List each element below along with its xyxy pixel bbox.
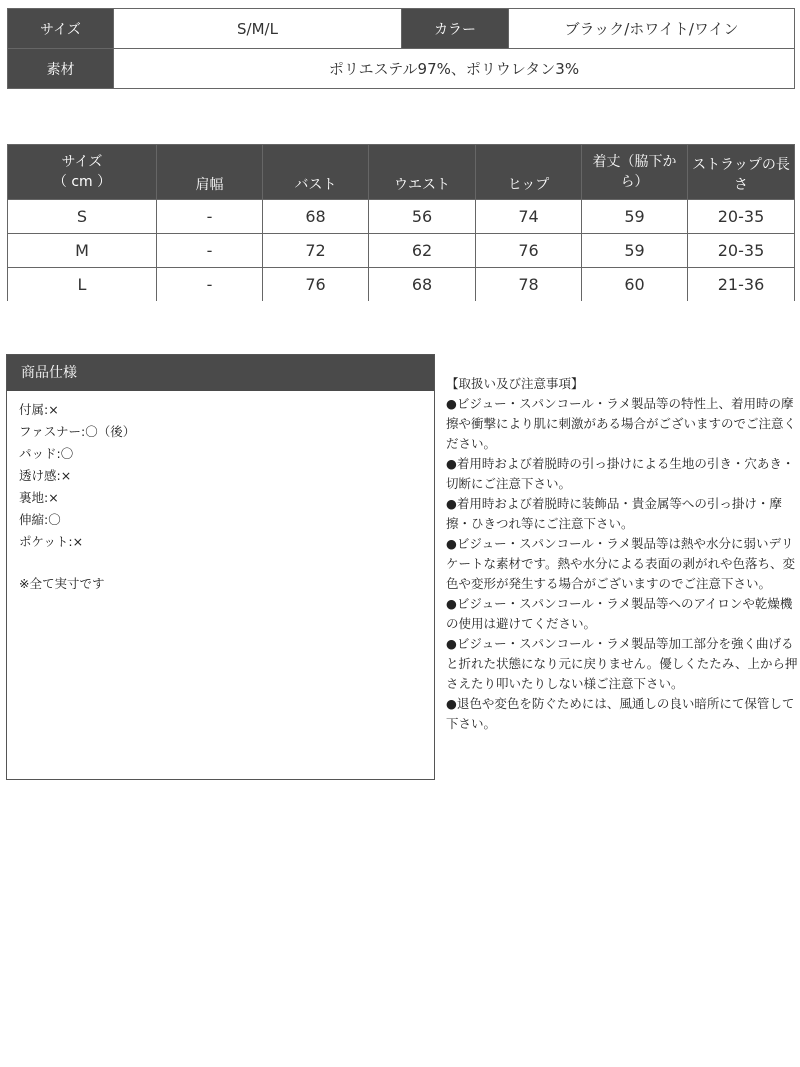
color-label: カラー: [402, 9, 509, 49]
header-waist: ウエスト: [369, 145, 476, 200]
strap-cell: 20-35: [688, 234, 795, 268]
size-table: [7, 144, 795, 301]
length-cell: 59: [582, 200, 688, 234]
header-size: [8, 145, 157, 200]
spec-item: 裏地:×: [19, 490, 59, 505]
waist-cell: 62: [369, 234, 476, 268]
header-strap: ストラップの長さ: [688, 145, 795, 200]
spec-item: ファスナー:〇（後）: [19, 424, 136, 439]
product-spec-title: 商品仕様: [7, 355, 434, 391]
header-length-line2: ら）: [620, 174, 649, 190]
notice-paragraph: ●退色や変色を防ぐためには、風通しの良い暗所にて保管して下さい。: [446, 696, 795, 731]
bust-cell: 68: [263, 200, 369, 234]
waist-cell: 56: [369, 200, 476, 234]
header-length: [582, 145, 688, 200]
notice-paragraph: ●着用時および着脱時に装飾品・貴金属等への引っ掛け・摩擦・ひきつれ等にご注意下さい。: [446, 496, 782, 531]
header-size-line1: サイズ: [61, 154, 103, 170]
header-shoulder: 肩幅: [157, 145, 263, 200]
strap-cell: 20-35: [688, 200, 795, 234]
header-length-line1: 着丈（脇下か: [592, 154, 677, 170]
hip-cell: 78: [476, 268, 582, 302]
spec-item: 付属:×: [19, 402, 59, 417]
header-size-line2: （ cm ）: [52, 174, 112, 190]
size-cell: L: [8, 268, 157, 302]
hip-cell: 74: [476, 200, 582, 234]
material-value: ポリエステル97%、ポリウレタン3%: [114, 49, 795, 89]
notice-paragraph: ●着用時および着脱時の引っ掛けによる生地の引き・穴あき・切断にご注意下さい。: [446, 456, 795, 491]
notice-paragraph: ●ビジュー・スパンコール・ラメ製品等加工部分を強く曲げると折れた状態になり元に戻りません。優しくたたみ、上から押さえたり叩いたりしない様ご注意下さい。: [446, 636, 798, 691]
hip-cell: 76: [476, 234, 582, 268]
color-value: ブラック/ホワイト/ワイン: [509, 9, 795, 49]
header-bust: バスト: [263, 145, 369, 200]
table-row: [8, 268, 795, 302]
strap-cell: 21-36: [688, 268, 795, 302]
length-cell: 59: [582, 234, 688, 268]
spec-table: [7, 8, 795, 89]
notice-paragraph: ●ビジュー・スパンコール・ラメ製品等の特性上、着用時の摩擦や衝撃により肌に刺激がある場合がございますのでご注意ください。: [446, 396, 797, 451]
material-label: 素材: [8, 49, 114, 89]
size-cell: M: [8, 234, 157, 268]
shoulder-cell: -: [157, 200, 263, 234]
size-value: S/M/L: [114, 9, 402, 49]
product-spec-list: [7, 391, 434, 595]
shoulder-cell: -: [157, 234, 263, 268]
bust-cell: 76: [263, 268, 369, 302]
length-cell: 60: [582, 268, 688, 302]
table-row: [8, 200, 795, 234]
bust-cell: 72: [263, 234, 369, 268]
waist-cell: 68: [369, 268, 476, 302]
handling-notice: [446, 374, 798, 734]
spec-item: ポケット:×: [19, 534, 84, 549]
table-row: [8, 234, 795, 268]
measurement-note: ※全て実寸です: [19, 576, 105, 591]
spec-item: パッド:〇: [19, 446, 74, 461]
size-label: サイズ: [8, 9, 114, 49]
shoulder-cell: -: [157, 268, 263, 302]
notice-paragraph: ●ビジュー・スパンコール・ラメ製品等へのアイロンや乾燥機の使用は避けてください。: [446, 596, 793, 631]
notice-title: 【取扱い及び注意事項】: [446, 376, 584, 391]
product-spec-box: [6, 354, 435, 780]
spec-item: 透け感:×: [19, 468, 72, 483]
notice-paragraph: ●ビジュー・スパンコール・ラメ製品等は熱や水分に弱いデリケートな素材です。熱や水分による表面の剥がれや色落ち、変色や変形が発生する場合がございますのでご注意下さい。: [446, 536, 796, 591]
size-cell: S: [8, 200, 157, 234]
header-hip: ヒップ: [476, 145, 582, 200]
spec-item: 伸縮:〇: [19, 512, 61, 527]
